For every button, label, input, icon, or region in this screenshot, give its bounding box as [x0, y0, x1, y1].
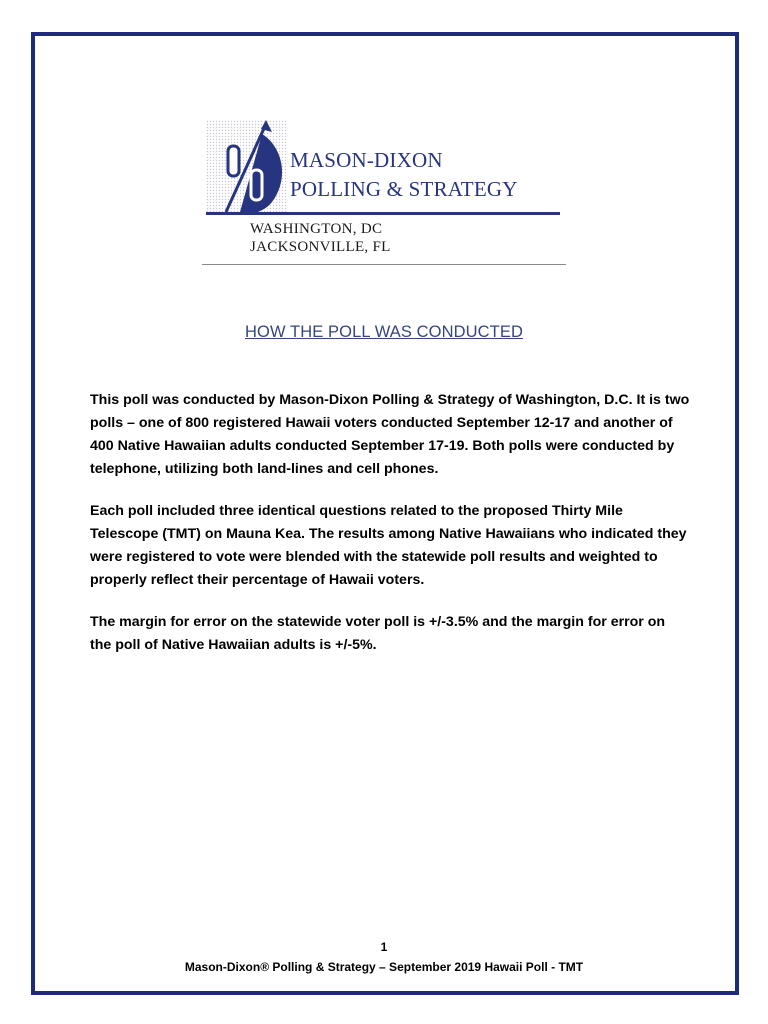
header-divider: [202, 264, 566, 265]
brand-name-line-2: POLLING & STRATEGY: [290, 177, 518, 201]
section-heading: HOW THE POLL WAS CONDUCTED: [245, 323, 523, 341]
brand-name-line-1: MASON-DIXON: [290, 148, 443, 172]
paragraph-poll-overview: This poll was conducted by Mason-Dixon Polling & Strategy of Washington, D.C. It is two polls – one of 800 registered Hawaii voters conducted September 12-17 and another of 400 Native Hawaiian adults conducted September 17-19. Both polls were conducted by telephone, utilizing both land-lines and cell phones.: [90, 392, 690, 477]
paragraph-margin-of-error: The margin for error on the statewide voter poll is +/-3.5% and the margin for error on the poll of Native Hawaiian adults is +/-5%.: [90, 614, 666, 653]
logo-divider: [206, 212, 560, 215]
company-logo: [206, 120, 568, 270]
location-jacksonville: JACKSONVILLE, FL: [250, 239, 391, 255]
paragraph-poll-questions: Each poll included three identical questions related to the proposed Thirty Mile Telescope (TMT) on Mauna Kea. The results among Native Hawaiians who indicated they were registered to vote were blended with the statewide poll results and weighted to properly reflect their percentage of Hawaii voters.: [90, 503, 687, 588]
page-number: 1: [380, 940, 388, 954]
page-footer: Mason-Dixon® Polling & Strategy – September 2019 Hawaii Poll - TMT: [184, 960, 584, 974]
location-washington: WASHINGTON, DC: [250, 221, 383, 237]
mason-dixon-logo-icon: [206, 120, 288, 214]
